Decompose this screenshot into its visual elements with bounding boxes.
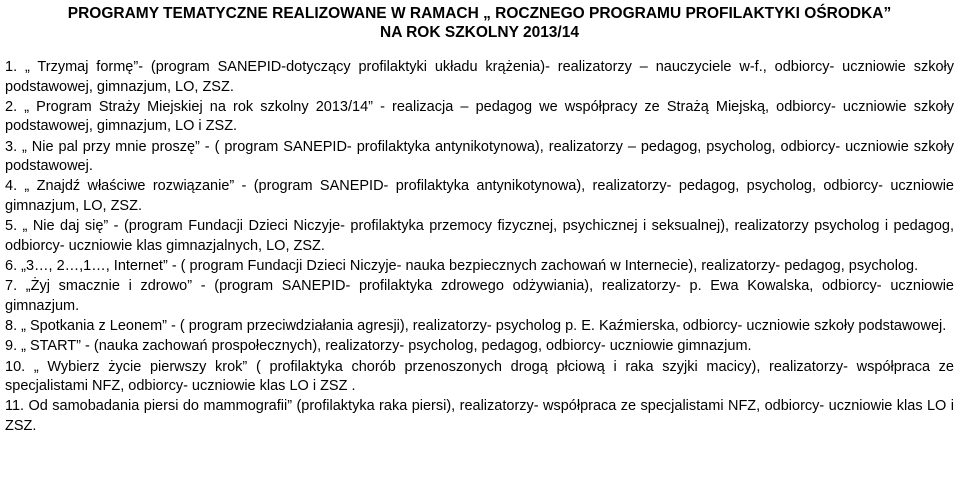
list-item: 10. „ Wybierz życie pierwszy krok” ( profilaktyka chorób przenoszonych drogą płciową i raka szyjki macicy), realizatorzy- współpraca ze specjalistami NFZ, odbiorcy- uczniowie klas LO i ZSZ .: [5, 358, 954, 395]
list-item: 1. „ Trzymaj formę”- (program SANEPID-dotyczący profilaktyki układu krążenia)- realizatorzy – nauczyciele w-f., odbiorcy- uczniowie szkoły podstawowej, gimnazjum, LO, ZSZ.: [5, 59, 954, 95]
heading-line-2: NA ROK SZKOLNY 2013/14: [380, 24, 579, 41]
list-item: 2. „ Program Straży Miejskiej na rok szkolny 2013/14” - realizacja – pedagog we współpracy ze Strażą Miejską, odbiorcy- uczniowie szkoły podstawowej, gimnazjum, LO i ZSZ.: [5, 98, 954, 135]
list-item: 6. „3…, 2…,1…, Internet” - ( program Fundacji Dzieci Niczyje- nauka bezpiecznych zachowań w Internecie), realizatorzy- pedagog, psycholog.: [5, 257, 919, 274]
program-list: [5, 58, 954, 437]
list-item: 5. „ Nie daj się” - (program Fundacji Dzieci Niczyje- profilaktyka przemocy fizycznej, psychicznej i seksualnej), realizatorzy psycholog i pedagog, odbiorcy- uczniowie klas gimnazjalnych, LO, ZSZ.: [5, 218, 954, 254]
heading-line-1: PROGRAMY TEMATYCZNE REALIZOWANE W RAMACH „ ROCZNEGO PROGRAMU PROFILAKTYKI OŚRODKA”: [67, 5, 892, 22]
list-item: 7. „Żyj smacznie i zdrowo” - (program SANEPID- profilaktyka zdrowego odżywiania), realizatorzy- p. Ewa Kowalska, odbiorcy- uczniowie gimnazjum.: [5, 278, 954, 314]
list-item: 4. „ Znajdź właściwe rozwiązanie” - (program SANEPID- profilaktyka antynikotynowa), realizatorzy- pedagog, psycholog, odbiorcy- uczniowie gimnazjum, LO, ZSZ.: [5, 178, 954, 214]
list-item: 9. „ START” - (nauka zachowań prospołecznych), realizatorzy- psycholog, pedagog, odbiorcy- uczniowie gimnazjum.: [5, 338, 752, 355]
list-item: 11. Od samobadania piersi do mammografii” (profilaktyka raka piersi), realizatorzy- współpraca ze specjalistami NFZ, odbiorcy- uczniowie klas LO i ZSZ.: [5, 398, 954, 434]
list-item: 3. „ Nie pal przy mnie proszę” - ( program SANEPID- profilaktyka antynikotynowa), realizatorzy – pedagog, psycholog, odbiorcy- uczniowie szkoły podstawowej.: [5, 138, 954, 175]
list-item: 8. „ Spotkania z Leonem” - ( program przeciwdziałania agresji), realizatorzy- psycholog p. E. Kaźmierska, odbiorcy- uczniowie szkoły podstawowej.: [5, 318, 947, 335]
